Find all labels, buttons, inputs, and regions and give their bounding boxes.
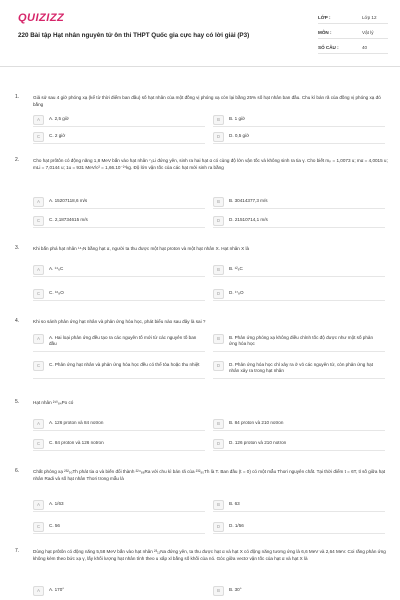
option-text: A. 1/63 [49, 501, 64, 506]
option-c[interactable] [33, 216, 205, 226]
option-text: C. 2 giờ [49, 133, 66, 138]
meta-subject-label: MÔN : [318, 30, 332, 35]
meta-class [318, 13, 388, 24]
option-text: B. 84 proton và 210 notron [229, 420, 284, 425]
header-divider [0, 66, 400, 67]
meta-class-value: Lớp 12 [362, 15, 377, 20]
option-b[interactable] [213, 197, 385, 207]
option-text: C. ¹⁶₈O [49, 290, 64, 295]
option-letter: C [33, 289, 44, 299]
option-text: D. 1/56 [229, 523, 244, 528]
option-a[interactable] [33, 115, 205, 125]
option-letter: C [33, 522, 44, 532]
option-text: A. 170° [49, 587, 65, 592]
option-d[interactable] [213, 522, 385, 532]
option-c[interactable] [33, 522, 205, 532]
meta-count [318, 43, 388, 54]
option-d[interactable] [213, 132, 385, 142]
question-text: Khi bắn phá hạt nhân ¹⁴₇N bằng hạt α, người ta thu được một hạt proton và một hạt nhân X. Hạt nhân X là [33, 246, 250, 251]
quizizz-logo: QUIZIZZ [18, 12, 65, 24]
meta-subject-value: Vật lý [362, 30, 374, 35]
option-text: A. ¹⁴₆C [49, 266, 64, 271]
option-text: B. Phản ứng phóng xạ không điều chỉnh tốc độ được như một số phản ứng hóa học [229, 335, 374, 346]
option-letter: D [213, 439, 224, 449]
option-d[interactable] [213, 439, 385, 449]
option-b[interactable] [213, 265, 385, 275]
option-letter: C [33, 361, 44, 371]
option-text: A. 126 proton và 84 notron [49, 420, 104, 425]
option-text: A. 2,5 giờ [49, 116, 69, 121]
option-text: C. 56 [49, 523, 60, 528]
option-text: B. 30° [229, 587, 242, 592]
option-text: D. 126 proton và 210 notron [229, 440, 287, 445]
option-a[interactable] [33, 586, 205, 596]
option-text: D. ¹⁷₈O [229, 290, 244, 295]
option-text: C. 84 proton và 126 notron [49, 440, 104, 445]
option-text: A. 15207118,6 m/s [49, 198, 88, 203]
question-text: Hạt nhân ²¹⁰₈₄Po có [33, 400, 74, 405]
question-number: 4. [15, 318, 20, 324]
option-letter: A [33, 115, 44, 125]
option-letter: D [213, 361, 224, 371]
question-number: 6. [15, 468, 20, 474]
option-d[interactable] [213, 216, 385, 226]
question-text: Khi so sánh phản ứng hạt nhân và phản ứng hóa học, phát biểu nào sau đây là sai ? [33, 319, 206, 324]
question-text: Dùng hạt prôtôn có động năng 5,58 MeV bắn vào hạt nhân ²³₁₁Na đứng yên, ta thu được hạt α và hạt X có động năng tương ứng là 6,6 MeV và 2,64 MeV. Coi rằng phản ứng không kèm theo bức xạ γ, lấy khối lượng hạt nhân tính theo u xấp xỉ bằng số khối của nó. Góc giữa vectơ vận tốc của hạt α và hạt X là [33, 549, 386, 561]
option-letter: B [213, 197, 224, 207]
option-d[interactable] [213, 361, 385, 377]
option-letter: A [33, 197, 44, 207]
option-text: C. 2,18734615 m/s [49, 217, 88, 222]
option-letter: B [213, 334, 224, 344]
meta-count-value: 40 [362, 45, 368, 50]
option-letter: C [33, 216, 44, 226]
option-b[interactable] [213, 334, 385, 350]
option-letter: A [33, 265, 44, 275]
option-letter: B [213, 586, 224, 596]
option-c[interactable] [33, 132, 205, 142]
option-text: B. 30414377,3 m/s [229, 198, 268, 203]
question-number: 2. [15, 157, 20, 163]
question-number: 3. [15, 245, 20, 251]
option-letter: A [33, 586, 44, 596]
option-text: B. ¹²₆C [229, 266, 243, 271]
question-text: Cho hạt prôtôn có động năng 1,8 MeV bắn vào hạt nhân ⁷₃Li đứng yên, sinh ra hai hạt α có cùng độ lớn vận tốc và không sinh ra tia γ. Cho biết mₚ = 1,0073 u; mα = 4,0015 u; mLi = 7,0144 u; 1u = 931 MeV/c² = 1,66.10⁻²⁷kg. Độ lớn vận tốc của các hạt mới sinh ra bằng [33, 158, 388, 170]
option-text: D. 21510714,1 m/s [229, 217, 268, 222]
option-a[interactable] [33, 334, 205, 350]
header [0, 0, 400, 64]
option-text: B. 1 giờ [229, 116, 246, 121]
option-letter: A [33, 334, 44, 344]
meta-subject [318, 28, 388, 39]
meta-class-label: LỚP : [318, 15, 331, 20]
page-title: 220 Bài tập Hạt nhân nguyên tử ôn thi THPT Quốc gia cực hay có lời giải (P3) [18, 32, 250, 39]
option-a[interactable] [33, 197, 205, 207]
option-text: C. Phản ứng hạt nhân và phản ứng hóa học đều có thể tỏa hoặc thu nhiệt [49, 362, 200, 367]
option-text: D. Phản ứng hóa học chỉ xảy ra ở vỏ các nguyên tử, còn phản ứng hạt nhân xảy ra trong hạt nhân [229, 362, 374, 373]
option-a[interactable] [33, 265, 205, 275]
option-b[interactable] [213, 115, 385, 125]
question-number: 1. [15, 94, 20, 100]
option-letter: D [213, 216, 224, 226]
option-letter: D [213, 522, 224, 532]
option-b[interactable] [213, 586, 385, 596]
option-b[interactable] [213, 500, 385, 510]
option-c[interactable] [33, 289, 205, 299]
option-c[interactable] [33, 361, 205, 377]
option-c[interactable] [33, 439, 205, 449]
option-letter: B [213, 419, 224, 429]
option-letter: C [33, 439, 44, 449]
question-number: 7. [15, 548, 20, 554]
option-text: A. Hai loại phản ứng đều tạo ra các nguyên tố mới từ các nguyên tố ban đầu [49, 335, 197, 346]
question-text: Chất phóng xạ ²³²₉₀Th phát tia α và biến đổi thành ²²⁴₈₈Ra với chu kì bán rã của ²³²₉₀Th là T. Ban đầu (t = 0) có một mẫu Thori nguyên chất. Tại thời điểm t = 6T, tỉ số giữa hạt nhân Radi và số hạt nhân Thori trong mẫu là [33, 469, 386, 481]
question-number: 5. [15, 399, 20, 405]
option-a[interactable] [33, 419, 205, 429]
option-letter: B [213, 115, 224, 125]
option-a[interactable] [33, 500, 205, 510]
question-text: Giả sử sau 4 giờ phóng xạ (kể từ thời điểm ban đầu) số hạt nhân của một đồng vị phóng xạ còn lại bằng 25% số hạt nhân ban đầu. Chu kì bán rã của đồng vị phóng xạ đó bằng [33, 95, 381, 107]
option-d[interactable] [213, 289, 385, 299]
option-letter: B [213, 265, 224, 275]
option-letter: D [213, 132, 224, 142]
option-letter: D [213, 289, 224, 299]
option-letter: B [213, 500, 224, 510]
option-letter: A [33, 500, 44, 510]
option-text: D. 0,5 giờ [229, 133, 250, 138]
option-letter: A [33, 419, 44, 429]
meta-count-label: SỐ CÂU : [318, 45, 339, 50]
option-letter: C [33, 132, 44, 142]
option-text: B. 63 [229, 501, 240, 506]
option-b[interactable] [213, 419, 385, 429]
